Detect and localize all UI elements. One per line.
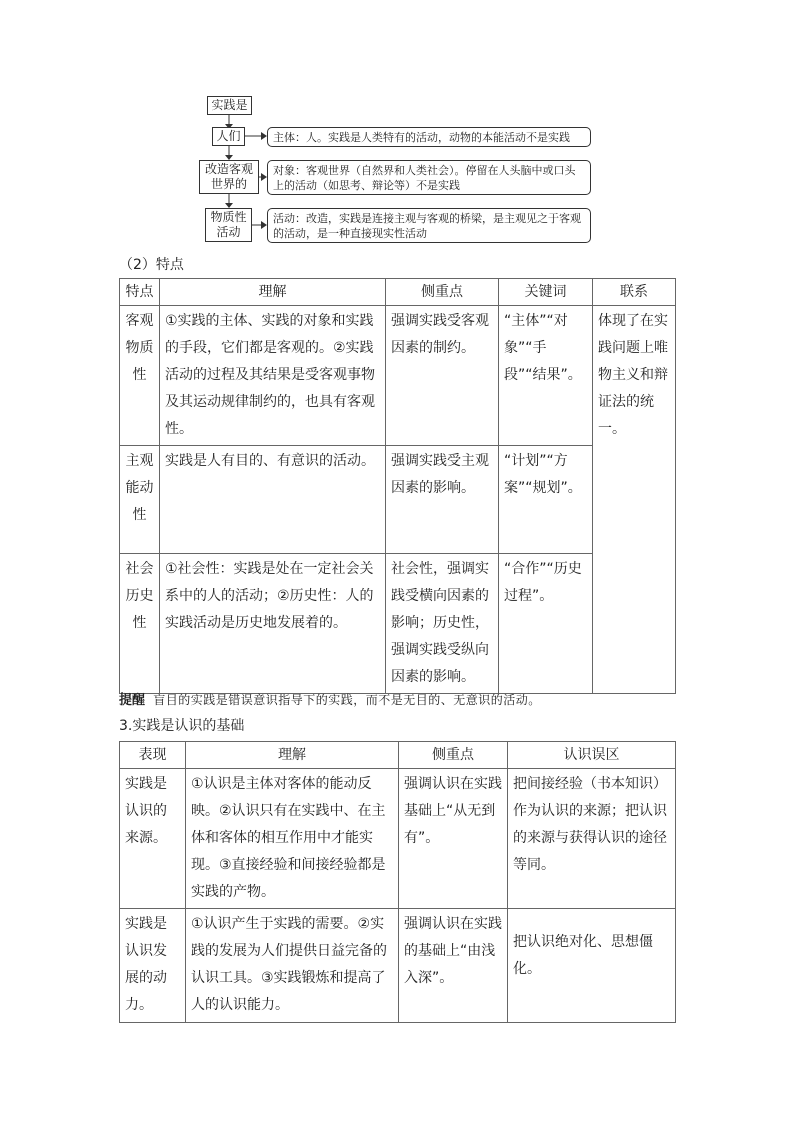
section-2-heading: （2）特点 — [119, 257, 184, 273]
feature-cell: 客观物质性 — [120, 306, 160, 446]
section-3-heading: 3.实践是认识的基础 — [119, 718, 245, 734]
features-table — [119, 278, 676, 694]
table-row — [120, 306, 676, 446]
tip-label: 提醒 — [119, 693, 146, 708]
feature-cell: 主观能动性 — [120, 446, 160, 554]
focus-cell: 强调实践受客观因素的制约。 — [386, 306, 499, 446]
keywords-cell: “主体”“对象”“手段”“结果”。 — [499, 306, 593, 446]
diagram-note-subject: 主体：人。实践是人类特有的活动，动物的本能活动不是实践 — [267, 127, 591, 147]
header-understanding: 理解 — [160, 279, 386, 306]
feature-cell: 社会历史性 — [120, 554, 160, 694]
header-manifestation: 表现 — [120, 742, 186, 769]
keywords-cell: “计划”“方案”“规划”。 — [499, 446, 593, 554]
header-focus: 侧重点 — [399, 742, 508, 769]
table-header-row — [120, 742, 676, 769]
header-understanding: 理解 — [186, 742, 399, 769]
manifestation-cell: 实践是认识的来源。 — [120, 769, 186, 909]
basis-table — [119, 741, 676, 1023]
focus-cell: 强调实践受主观因素的影响。 — [386, 446, 499, 554]
diagram-node-subject: 人们 — [212, 127, 245, 146]
header-misconception: 认识误区 — [508, 742, 676, 769]
understanding-cell: ①实践的主体、实践的对象和实践的手段，它们都是客观的。②实践活动的过程及其结果是受客观事物及其运动规律制约的，也具有客观性。 — [160, 306, 386, 446]
tip-line — [119, 689, 689, 708]
focus-cell: 社会性，强调实践受横向因素的影响；历史性，强调实践受纵向因素的影响。 — [386, 554, 499, 694]
diagram-node-activity: 物质性活动 — [205, 208, 252, 242]
table-row — [120, 446, 676, 554]
connection-cell: 体现了在实践问题上唯物主义和辩证法的统一。 — [593, 306, 676, 694]
header-feature: 特点 — [120, 279, 160, 306]
keywords-cell: “合作”“历史过程”。 — [499, 554, 593, 694]
misconception-cell: 把认识绝对化、思想僵化。 — [508, 909, 676, 1023]
understanding-cell: ①社会性：实践是处在一定社会关系中的人的活动；②历史性：人的实践活动是历史地发展着的。 — [160, 554, 386, 694]
table-header-row — [120, 279, 676, 306]
header-focus: 侧重点 — [386, 279, 499, 306]
misconception-cell: 把间接经验（书本知识）作为认识的来源；把认识的来源与获得认识的途径等同。 — [508, 769, 676, 909]
diagram-node-object: 改造客观世界的 — [199, 160, 259, 194]
focus-cell: 强调认识在实践的基础上“由浅入深”。 — [399, 909, 508, 1023]
tip-text: 盲目的实践是错误意识指导下的实践，而不是无目的、无意识的活动。 — [153, 693, 541, 707]
understanding-cell: ①认识是主体对客体的能动反映。②认识只有在实践中、在主体和客体的相互作用中才能实现。③直接经验和间接经验都是实践的产物。 — [186, 769, 399, 909]
table-row — [120, 554, 676, 694]
diagram-note-object: 对象：客观世界（自然界和人类社会）。停留在人头脑中或口头上的活动（如思考、辩论等）不是实践 — [267, 160, 591, 195]
header-keywords: 关键词 — [499, 279, 593, 306]
diagram-note-activity: 活动：改造，实践是连接主观与客观的桥梁，是主观见之于客观的活动，是一种直接现实性活动 — [267, 208, 591, 243]
manifestation-cell: 实践是认识发展的动力。 — [120, 909, 186, 1023]
header-connection: 联系 — [593, 279, 676, 306]
table-row — [120, 909, 676, 1023]
table-row — [120, 769, 676, 909]
focus-cell: 强调认识在实践基础上“从无到有”。 — [399, 769, 508, 909]
understanding-cell: 实践是人有目的、有意识的活动。 — [160, 446, 386, 554]
diagram-root-node: 实践是 — [207, 96, 252, 115]
understanding-cell: ①认识产生于实践的需要。②实践的发展为人们提供日益完备的认识工具。③实践锻炼和提高了人的认识能力。 — [186, 909, 399, 1023]
